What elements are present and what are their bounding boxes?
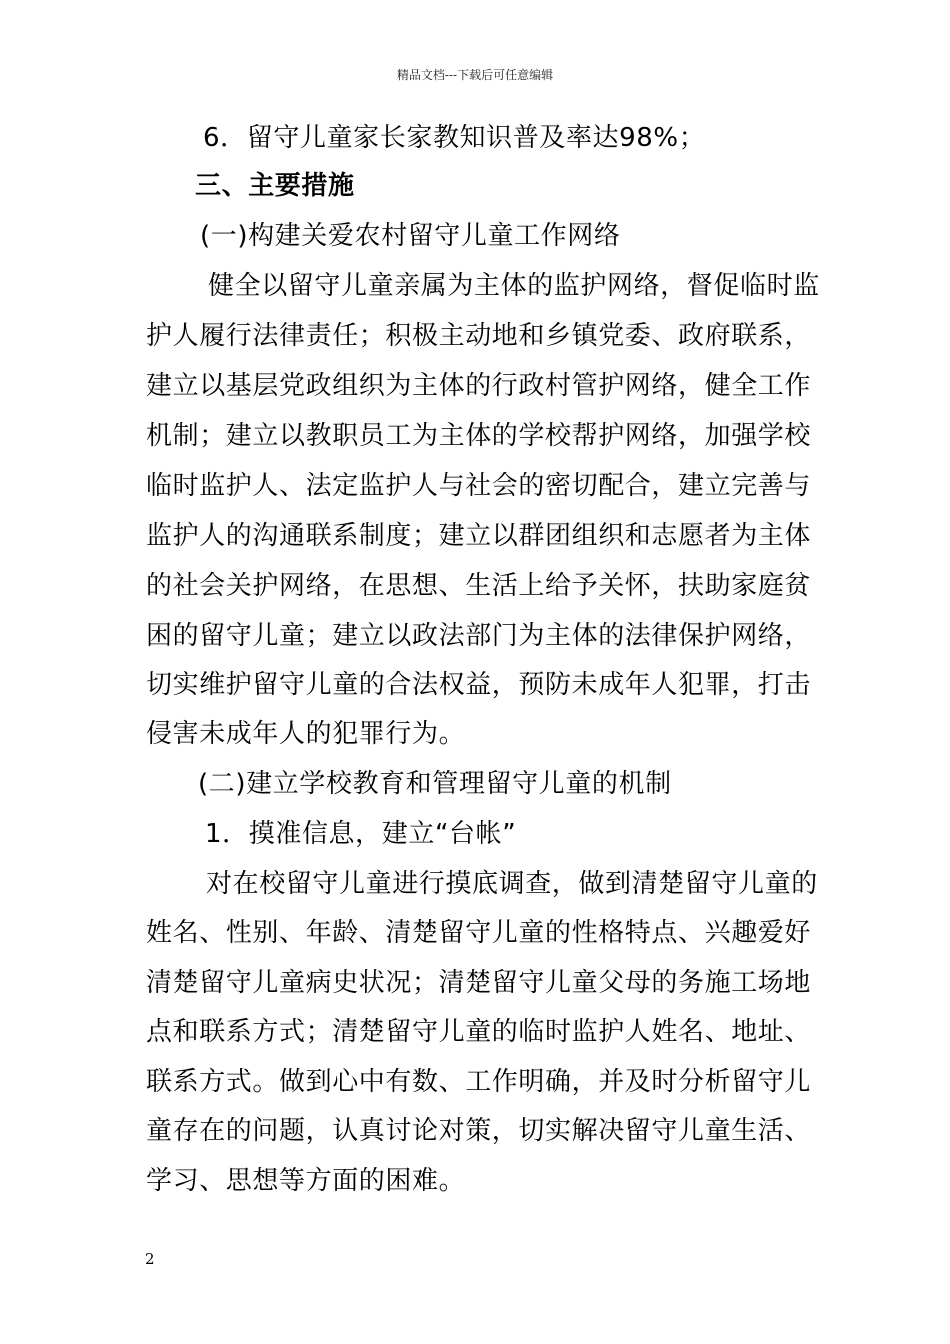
paragraph-line: 建立以基层党政组织为主体的行政村管护网络，健全工作 bbox=[146, 371, 812, 401]
paragraph-line: 学习、思想等方面的困难。 bbox=[146, 1166, 466, 1196]
paragraph-line: 对在校留守儿童进行摸底调查，做到清楚留守儿童的 bbox=[206, 869, 818, 899]
paragraph-line: 点和联系方式；清楚留守儿童的临时监护人姓名、地址、 bbox=[146, 1017, 812, 1047]
paragraph-line: 监护人的沟通联系制度；建立以群团组织和志愿者为主体 bbox=[146, 521, 812, 551]
paragraph-line: 姓名、性别、年龄、清楚留守儿童的性格特点、兴趣爱好 bbox=[146, 918, 812, 948]
paragraph-line: 联系方式。做到心中有数、工作明确，并及时分析留守儿 bbox=[146, 1067, 812, 1097]
page-number: 2 bbox=[145, 1250, 155, 1268]
list-item-6: 6．留守儿童家长家教知识普及率达98%； bbox=[203, 123, 706, 153]
paragraph-line: 机制；建立以教职员工为主体的学校帮护网络，加强学校 bbox=[146, 421, 812, 451]
item-heading-1: 1．摸准信息，建立“台帐” bbox=[205, 819, 517, 849]
paragraph-line: 的社会关护网络，在思想、生活上给予关怀，扶助家庭贫 bbox=[146, 571, 812, 601]
paragraph-line: 切实维护留守儿童的合法权益，预防未成年人犯罪，打击 bbox=[146, 670, 812, 700]
paragraph-line: 护人履行法律责任；积极主动地和乡镇党委、政府联系， bbox=[146, 321, 812, 351]
paragraph-line: 困的留守儿童；建立以政法部门为主体的法律保护网络， bbox=[146, 621, 812, 651]
subsection-heading-2: (二)建立学校教育和管理留守儿童的机制 bbox=[198, 769, 672, 799]
paragraph-line: 临时监护人、法定监护人与社会的密切配合，建立完善与 bbox=[146, 471, 812, 501]
paragraph-line: 健全以留守儿童亲属为主体的监护网络，督促临时监 bbox=[208, 271, 820, 301]
paragraph-line: 童存在的问题，认真讨论对策，切实解决留守儿童生活、 bbox=[146, 1116, 812, 1146]
subsection-heading-1: (一)构建关爱农村留守儿童工作网络 bbox=[200, 221, 621, 251]
paragraph-line: 侵害未成年人的犯罪行为。 bbox=[146, 719, 466, 749]
paragraph-line: 清楚留守儿童病史状况；清楚留守儿童父母的务施工场地 bbox=[146, 968, 812, 998]
section-heading: 三、主要措施 bbox=[195, 171, 355, 201]
page-header: 精品文档---下载后可任意编辑 bbox=[396, 68, 554, 82]
